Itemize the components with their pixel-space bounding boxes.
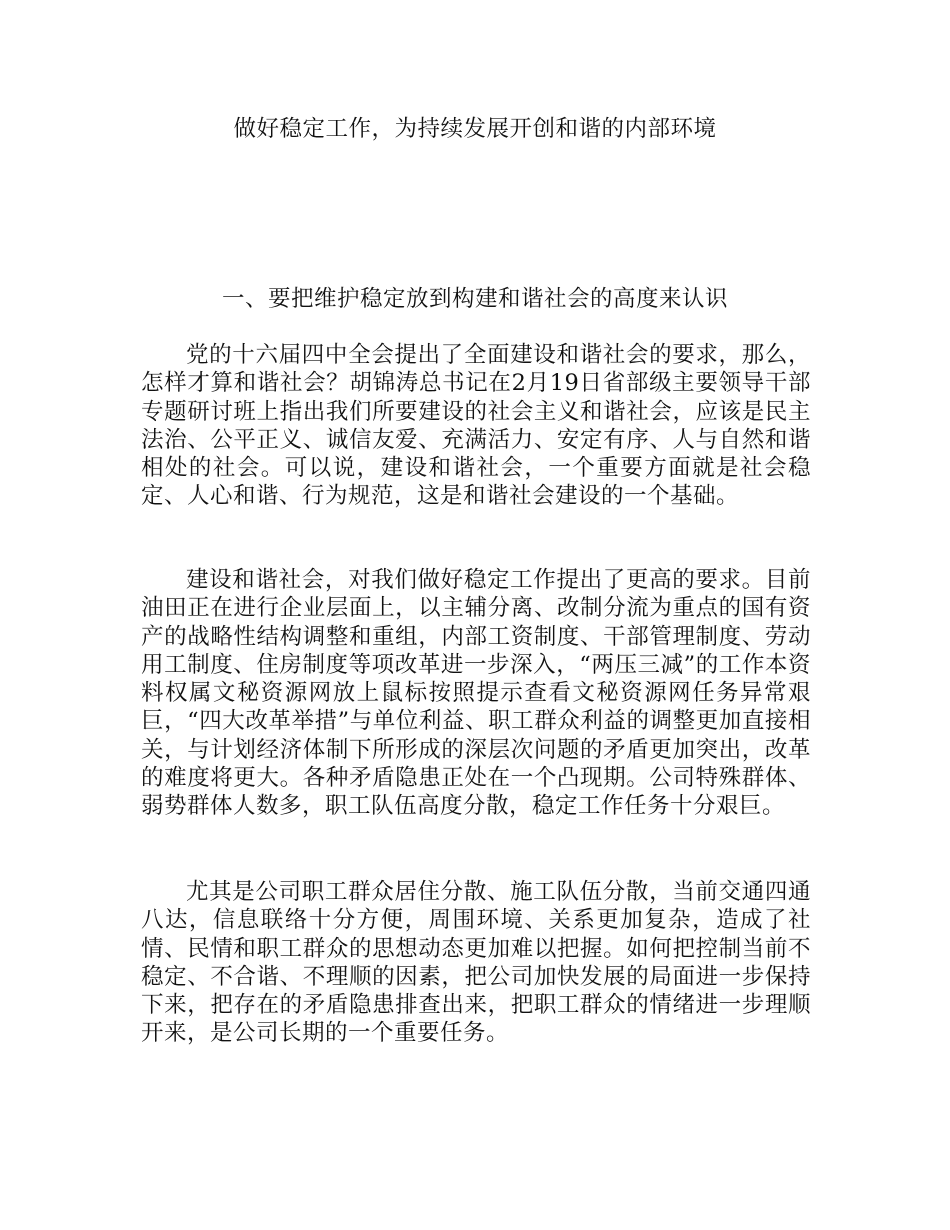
document-title: 做好稳定工作，为持续发展开创和谐的内部环境 bbox=[233, 116, 717, 142]
paragraph-1: 党的十六届四中全会提出了全面建设和谐社会的要求，那么，怎样才算和谐社会？胡锦涛总书记在2月19日省部级主要领导干部专题研讨班上指出我们所要建设的社会主义和谐社会，应该是民主法治、公平正义、诚信友爱、充满活力、安定有序、人与自然和谐相处的社会。可以说，建设和谐社会，一个重要方面就是社会稳定、人心和谐、行为规范，这是和谐社会建设的一个基础。 bbox=[141, 342, 811, 510]
paragraph-3: 尤其是公司职工群众居住分散、施工队伍分散，当前交通四通八达，信息联络十分方便，周围环境、关系更加复杂，造成了社情、民情和职工群众的思想动态更加难以把握。如何把控制当前不稳定、不合谐、不理顺的因素，把公司加快发展的局面进一步保持下来，把存在的矛盾隐患排查出来，把职工群众的情绪进一步理顺开来，是公司长期的一个重要任务。 bbox=[141, 879, 811, 1047]
paragraph-2: 建设和谐社会，对我们做好稳定工作提出了更高的要求。目前油田正在进行企业层面上，以主辅分离、改制分流为重点的国有资产的战略性结构调整和重组，内部工资制度、干部管理制度、劳动用工制度、住房制度等项改革进一步深入，“两压三减”的工作本资料权属文秘资源网放上鼠标按照提示查看文秘资源网任务异常艰巨，“四大改革举措”与单位利益、职工群众利益的调整更加直接相关，与计划经济体制下所形成的深层次问题的矛盾更加突出，改革的难度将更大。各种矛盾隐患正处在一个凸现期。公司特殊群体、弱势群体人数多，职工队伍高度分散，稳定工作任务十分艰巨。 bbox=[141, 567, 811, 820]
section-heading: 一、要把维护稳定放到构建和谐社会的高度来认识 bbox=[221, 286, 728, 312]
